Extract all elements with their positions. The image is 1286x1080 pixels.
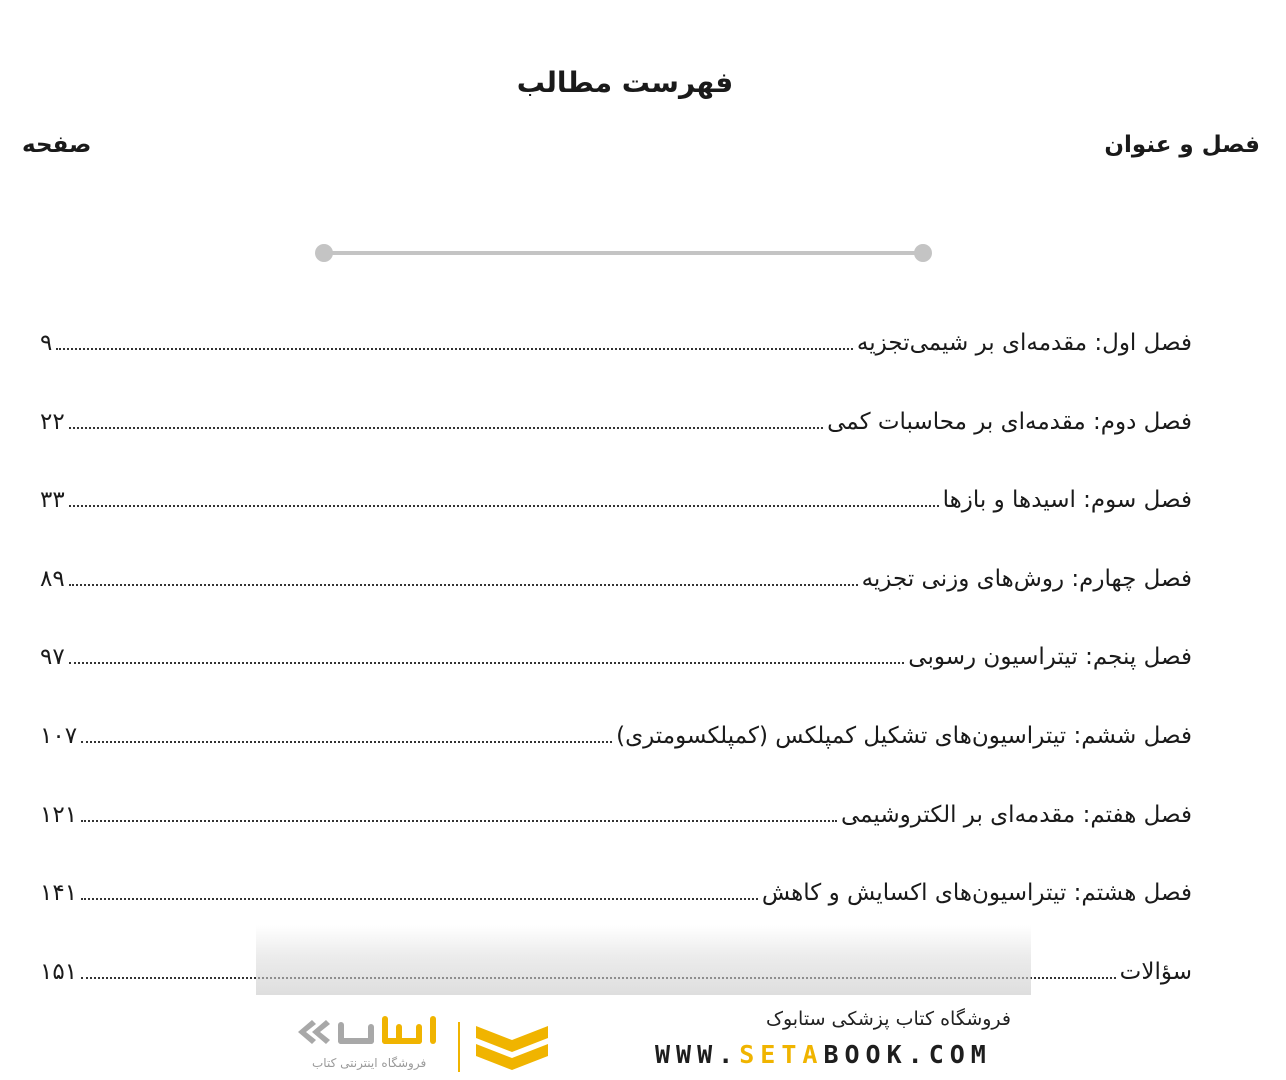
toc-entry <box>40 322 1192 401</box>
decorative-divider <box>315 244 932 262</box>
dot-leader <box>81 794 837 822</box>
dot-leader <box>81 872 758 900</box>
store-name: فروشگاه کتاب پزشکی ستابوک <box>765 1008 1011 1030</box>
dot-leader <box>69 401 823 429</box>
toc-entry-title: فصل ششم: تیتراسیون‌های تشکیل کمپلکس (کمپلکسومتری) <box>616 722 1192 749</box>
toc-entry-page: ۱۲۱ <box>40 801 78 828</box>
toc-entry-title: فصل هفتم: مقدمه‌ای بر الکتروشیمی <box>840 801 1192 828</box>
toc-entry <box>40 558 1192 637</box>
toc-entry-page: ۸۹ <box>40 565 65 592</box>
divider-dot-right <box>914 244 932 262</box>
dot-leader <box>56 322 853 350</box>
toc-entry-page: ۱۵۱ <box>40 958 78 985</box>
dot-leader <box>69 636 905 664</box>
toc-entry-title: فصل سوم: اسیدها و بازها <box>942 487 1192 514</box>
column-header-chapter-title: فصل و عنوان <box>1104 132 1260 158</box>
dot-leader <box>81 951 1116 979</box>
brand-wordmark-logo <box>292 1012 452 1052</box>
toc-entry-page: ۱۰۷ <box>40 722 78 749</box>
footer-watermark <box>0 1000 1286 1080</box>
toc-entry <box>40 479 1192 558</box>
logo-separator <box>458 1022 460 1072</box>
store-url <box>655 1040 992 1069</box>
toc-entry <box>40 636 1192 715</box>
toc-entry <box>40 872 1192 951</box>
toc-entry-page: ۹ <box>40 330 53 356</box>
toc-entry-title: فصل پنجم: تیتراسیون رسوبی <box>908 644 1192 671</box>
toc-entry <box>40 794 1192 873</box>
toc-entry-page: ۹۷ <box>40 644 65 671</box>
dot-leader <box>69 558 858 586</box>
logo-tagline: فروشگاه اینترنتی کتاب <box>312 1056 427 1070</box>
toc-entry <box>40 401 1192 480</box>
page-title: فهرست مطالب <box>516 66 734 99</box>
divider-dot-left <box>315 244 333 262</box>
toc-entry-title: فصل دوم: مقدمه‌ای بر محاسبات کمی <box>827 408 1192 435</box>
dot-leader <box>69 479 939 507</box>
toc-entry-page: ۳۳ <box>40 487 65 514</box>
toc-entry-page: ۱۴۱ <box>40 880 78 907</box>
store-url-accent: SETA <box>739 1040 824 1069</box>
dot-leader <box>81 715 612 743</box>
toc-entry <box>40 715 1192 794</box>
table-of-contents <box>40 322 1192 1029</box>
toc-entry-title: فصل هشتم: تیتراسیون‌های اکسایش و کاهش <box>761 880 1192 907</box>
store-url-suffix: BOOK.COM <box>823 1040 992 1069</box>
book-logo-icon <box>472 1018 552 1074</box>
divider-bar <box>323 251 924 255</box>
toc-entry-title: فصل چهارم: روش‌های وزنی تجزیه <box>861 565 1192 592</box>
toc-entry-title: سؤالات <box>1119 958 1192 985</box>
column-header-page: صفحه <box>22 132 92 158</box>
toc-entry-page: ۲۲ <box>40 408 65 435</box>
toc-entry-title: فصل اول: مقدمه‌ای بر شیمی‌تجزیه <box>856 330 1192 356</box>
store-url-prefix: WWW. <box>655 1040 740 1069</box>
